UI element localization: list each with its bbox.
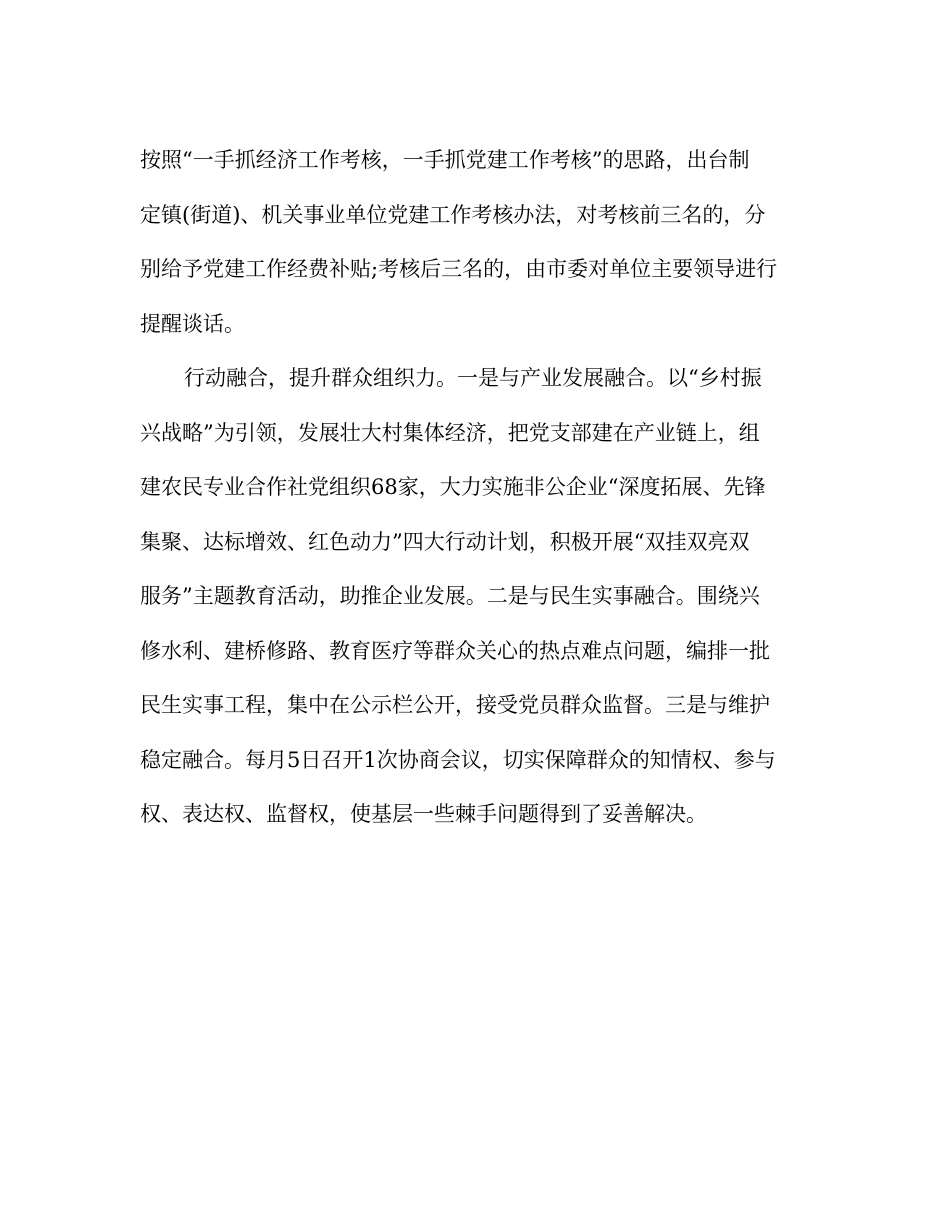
paragraph-2-line-2: 兴战略”为引领，发展壮大村集体经济，把党支部建在产业链上，组 [140,420,760,445]
paragraph-2-line-6: 修水利、建桥修路、教育医疗等群众关心的热点难点问题，编排一批 [140,638,770,663]
paragraph-1-line-1: 按照“一手抓经济工作考核，一手抓党建工作考核”的思路，出台制 [140,148,750,172]
document-body [140,133,812,842]
paragraph-2-line-9: 权、表达权、监督权，使基层一些棘手问题得到了妥善解决。 [140,802,707,826]
paragraph-2-line-5: 服务”主题教育活动，助推企业发展。二是与民生实事融合。围绕兴 [140,584,760,608]
paragraph-2-line-3: 建农民专业合作社党组织68家，大力实施非公企业“深度拓展、先锋 [140,475,766,499]
paragraph-2-line-4: 集聚、达标增效、红色动力”四大行动计划，积极开展“双挂双亮双 [140,529,750,554]
paragraph-2-line-1: 行动融合，提升群众组织力。一是与产业发展融合。以“乡村振 [184,366,762,390]
paragraph-2-line-7: 民生实事工程，集中在公示栏公开，接受党员群众监督。三是与维护 [140,693,770,717]
paragraph-2-line-8: 稳定融合。每月5日召开1次协商会议，切实保障群众的知情权、参与 [140,747,776,772]
paragraph-1-line-4: 提醒谈话。 [140,311,245,336]
paragraph-1-line-3: 别给予党建工作经费补贴;考核后三名的，由市委对单位主要领导进行 [140,257,778,281]
paragraph-1-line-2: 定镇(街道)、机关事业单位党建工作考核办法，对考核前三名的，分 [140,202,766,227]
